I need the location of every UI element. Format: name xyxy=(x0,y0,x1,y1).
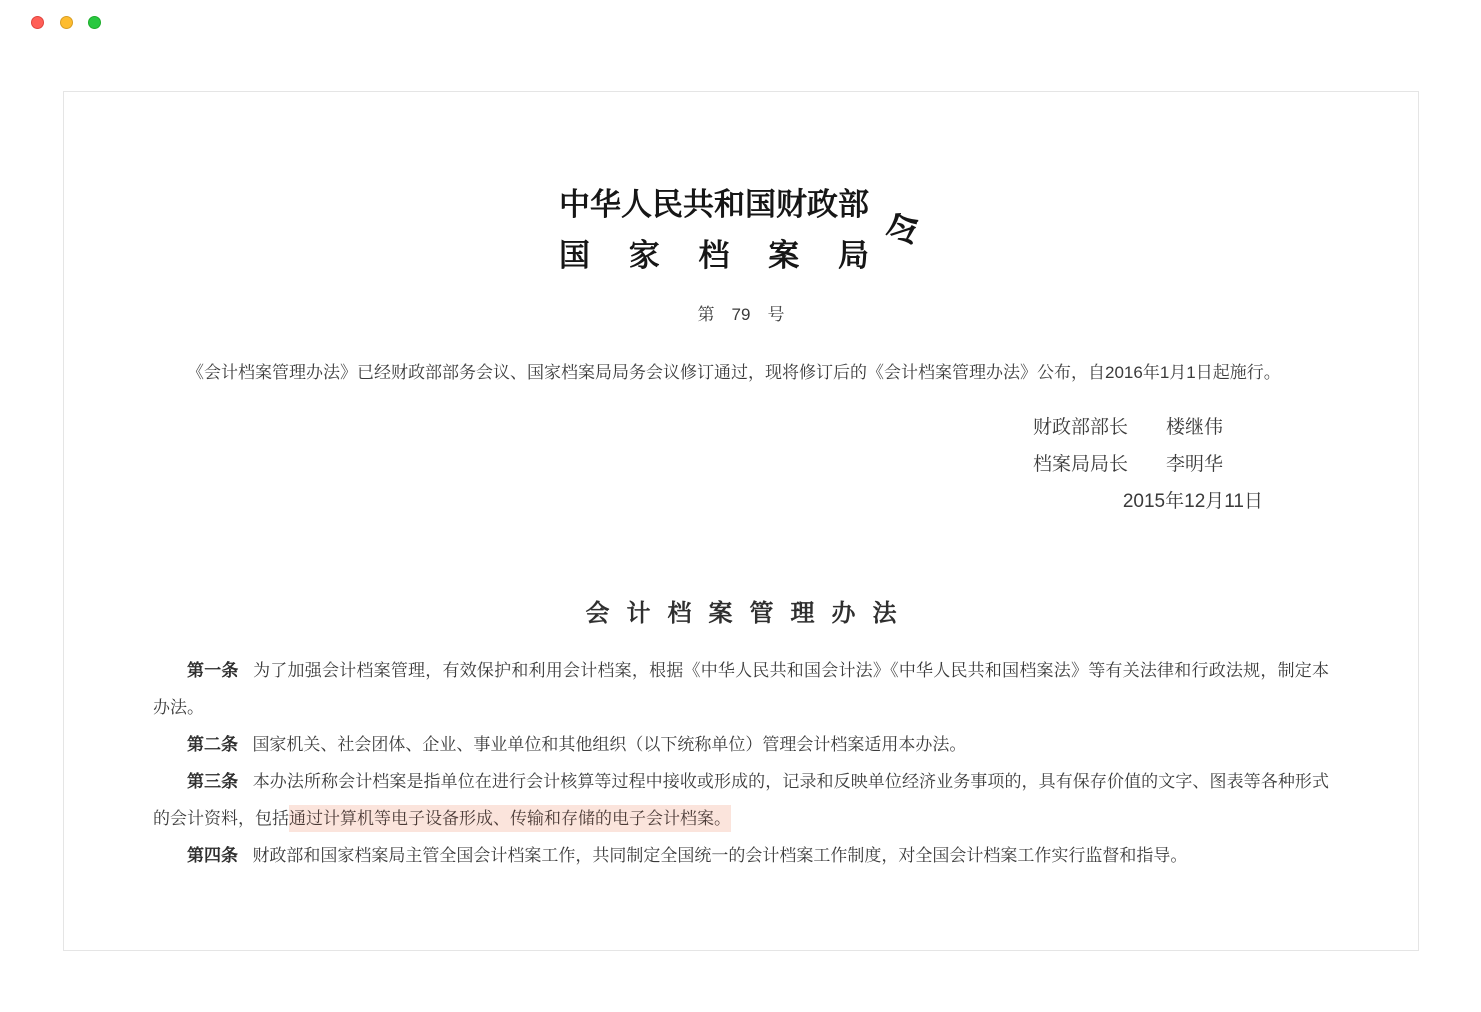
article-4-label: 第四条 xyxy=(187,846,238,865)
article-2 xyxy=(153,726,1329,763)
article-4-text: 财政部和国家档案局主管全国会计档案工作，共同制定全国统一的会计档案工作制度，对全国会计档案工作实行监督和指导。 xyxy=(252,846,1188,865)
article-3-highlighted-text: 通过计算机等电子设备形成、传输和存储的电子会计档案。 xyxy=(289,805,731,832)
article-3-text: 本办法所称会计档案是指单位在进行会计核算等过程中接收或形成的，记录和反映单位经济业务事项的，具有保存价值的文字、图表等各种形式的会计资料，包括 xyxy=(153,772,1330,828)
signature-finance-minister: 财政部部长 楼继伟 xyxy=(1032,417,1223,438)
article-2-text: 国家机关、社会团体、企业、事业单位和其他组织（以下统称单位）管理会计档案适用本办法。 xyxy=(252,735,967,754)
signature-block xyxy=(153,409,1329,520)
document-page xyxy=(63,91,1419,951)
minimize-button[interactable] xyxy=(60,16,73,29)
close-button[interactable] xyxy=(31,16,44,29)
order-seal-character: 令 xyxy=(879,206,927,256)
articles-section xyxy=(153,652,1329,874)
signature-date: 2015年12月11日 xyxy=(1122,491,1263,512)
document-header xyxy=(153,189,1329,325)
issuer-title-block xyxy=(559,187,927,273)
issuer-line-ministry: 中华人民共和国财政部 xyxy=(559,187,869,222)
article-2-label: 第二条 xyxy=(187,735,238,754)
article-4 xyxy=(153,837,1329,874)
fullscreen-button[interactable] xyxy=(88,16,101,29)
article-3-label: 第三条 xyxy=(187,772,239,791)
preamble-paragraph: 《会计档案管理办法》已经财政部部务会议、国家档案局局务会议修订通过，现将修订后的《会计档案管理办法》公布，自2016年1月1日起施行。 xyxy=(187,363,1281,382)
article-1-text: 为了加强会计档案管理，有效保护和利用会计档案，根据《中华人民共和国会计法》《中华人民共和国档案法》等有关法律和行政法规，制定本办法。 xyxy=(153,661,1330,717)
signature-archives-director: 档案局局长 李明华 xyxy=(1032,454,1223,475)
issuer-line-archives: 国家档案局 xyxy=(559,238,869,273)
article-1-label: 第一条 xyxy=(187,661,239,680)
article-3 xyxy=(153,763,1329,837)
regulation-title: 会计档案管理办法 xyxy=(585,600,914,627)
titlebar xyxy=(0,0,1481,46)
article-1 xyxy=(153,652,1329,726)
order-number: 第 79 号 xyxy=(697,305,785,324)
